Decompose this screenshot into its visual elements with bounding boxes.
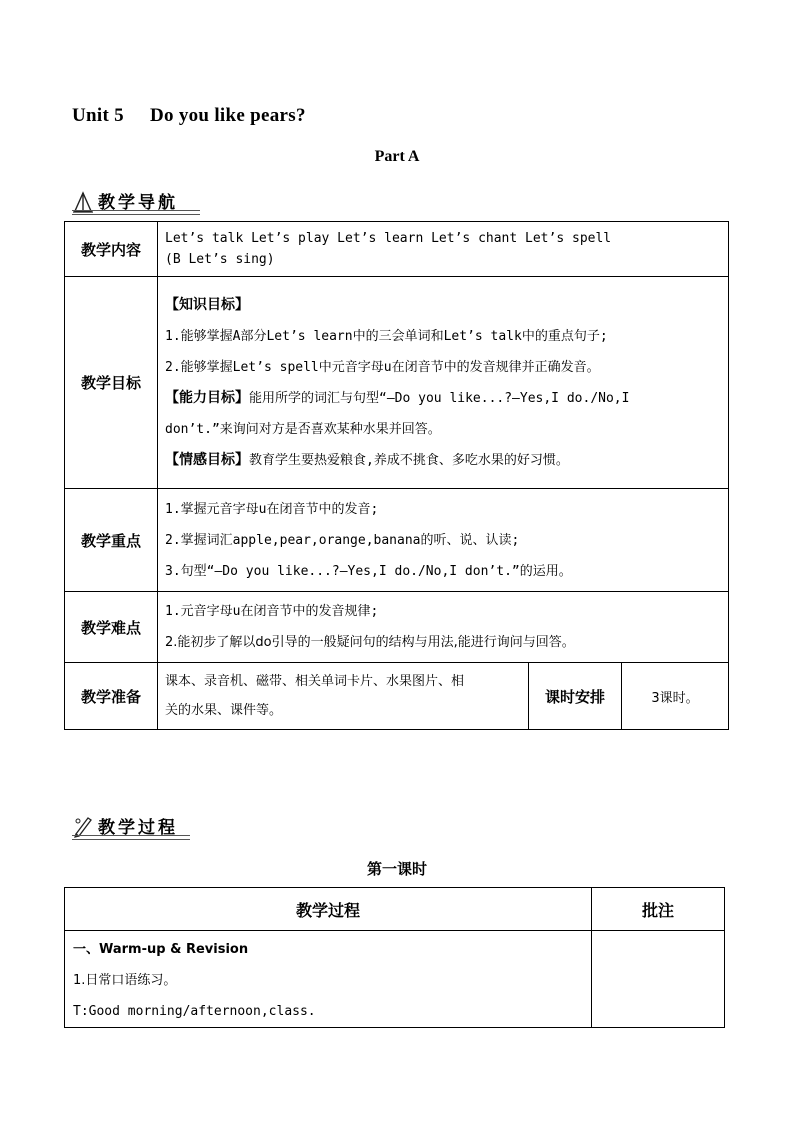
preparation-label: 教学准备 <box>65 663 158 730</box>
lesson-body-row <box>65 931 725 1028</box>
preparation-row <box>65 663 729 730</box>
lesson-header-row <box>65 888 725 931</box>
preparation-cell <box>158 663 529 730</box>
content-cell <box>158 222 729 277</box>
key-point-1: 1.掌握元音字母u在闭音节中的发音; <box>165 501 379 517</box>
preparation-text-2: 关的水果、课件等。 <box>165 703 283 718</box>
process-banner-text: 教学过程 <box>98 818 178 838</box>
content-label: 教学内容 <box>65 222 158 277</box>
warmup-heading: 一、Warm-up & Revision <box>73 942 249 957</box>
process-column-header: 教学过程 <box>65 888 592 931</box>
ability-text-1: 能用所学的词汇与句型“—Do you like...?—Yes,I do./No,I <box>249 390 630 406</box>
key-points-label: 教学重点 <box>65 489 158 592</box>
knowledge-item-1: 1.能够掌握A部分Let’s learn中的三会单词和Let’s talk中的重点句子; <box>165 328 608 344</box>
banner-underline <box>72 835 190 840</box>
difficulties-label: 教学难点 <box>65 592 158 663</box>
knowledge-heading: 【知识目标】 <box>165 296 249 313</box>
goals-row <box>65 277 729 489</box>
preparation-text-1: 课本、录音机、磁带、相关单词卡片、水果图片、相 <box>165 674 465 689</box>
difficulties-row <box>65 592 729 663</box>
part-title: Part A <box>374 148 420 165</box>
schedule-label: 课时安排 <box>529 663 622 730</box>
content-row <box>65 222 729 277</box>
ability-heading: 【能力目标】 <box>165 389 249 406</box>
key-point-2: 2.掌握词汇apple,pear,orange,banana的听、说、认读; <box>165 532 520 548</box>
guide-banner <box>72 185 200 213</box>
guide-banner-text: 教学导航 <box>98 193 178 213</box>
goals-cell <box>158 277 729 489</box>
notes-cell <box>592 931 725 1028</box>
difficulty-1: 1.元音字母u在闭音节中的发音规律; <box>165 604 379 619</box>
warmup-item-2: T:Good morning/afternoon,class. <box>73 1004 316 1019</box>
key-points-row <box>65 489 729 592</box>
ability-text-2: don’t.”来询问对方是否喜欢某种水果并回答。 <box>165 421 441 437</box>
difficulty-2: 2.能初步了解以do引导的一般疑问句的结构与用法,能进行询问与回答。 <box>165 635 575 650</box>
content-line1: Let’s talk Let’s play Let’s learn Let’s chant Let’s spell <box>165 231 612 246</box>
lesson-table <box>64 887 725 1028</box>
schedule-value: 3课时。 <box>622 663 729 730</box>
emotion-text: 教育学生要热爱粮食,养成不挑食、多吃水果的好习惯。 <box>249 452 569 468</box>
content-line2: (B Let’s sing) <box>165 252 275 267</box>
process-banner <box>72 810 190 838</box>
banner-underline <box>72 210 200 215</box>
emotion-heading: 【情感目标】 <box>165 451 249 468</box>
difficulties-cell <box>158 592 729 663</box>
plan-table <box>64 221 729 730</box>
goals-label: 教学目标 <box>65 277 158 489</box>
warmup-item-1: 1.日常口语练习。 <box>73 973 177 988</box>
process-cell <box>65 931 592 1028</box>
unit-title <box>72 105 306 127</box>
knowledge-item-2: 2.能够掌握Let’s spell中元音字母u在闭音节中的发音规律并正确发音。 <box>165 359 600 375</box>
notes-column-header: 批注 <box>592 888 725 931</box>
key-points-cell <box>158 489 729 592</box>
unit-question: Do you like pears? <box>149 105 306 126</box>
lesson-title: 第一课时 <box>366 860 427 878</box>
key-point-3: 3.句型“—Do you like...?—Yes,I do./No,I don’t.”的运用。 <box>165 563 572 579</box>
unit-label: Unit 5 <box>72 105 124 126</box>
